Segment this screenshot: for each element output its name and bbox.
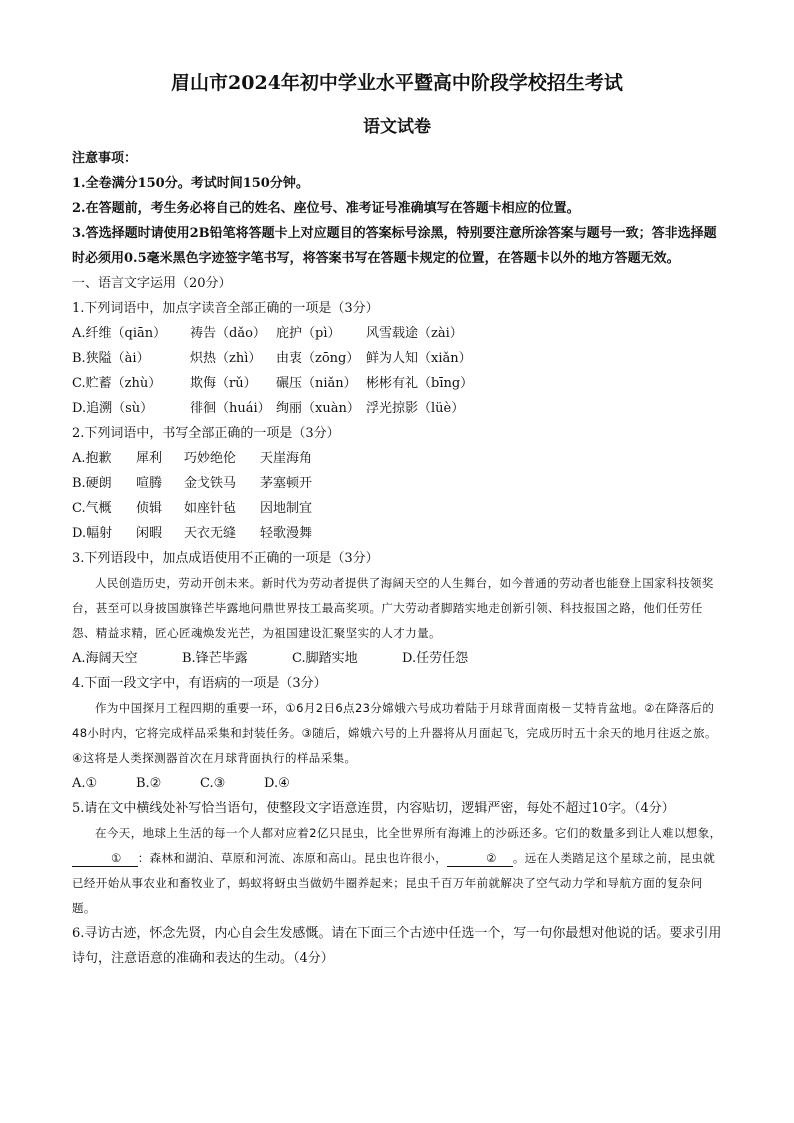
notice-heading: 注意事项：	[72, 151, 138, 166]
question-stem: 2.下列词语中，书写全部正确的一项是（3分）	[72, 426, 340, 441]
option-row	[72, 496, 722, 521]
option-word: 轻歌漫舞	[260, 526, 313, 541]
option-word: D.幅射	[72, 526, 113, 541]
question-stem: 6.寻访古迹，怀念先贤，内心自会生发感慨。请在下面三个古迹中任选一个，写一句你最想对他说的话。要求引用诗句，注意语意的准确和表达的生动。（4分）	[72, 926, 722, 966]
option-word: 欺侮（rǔ）	[190, 376, 257, 391]
option-word: 碾压（niǎn）	[276, 376, 357, 391]
option-row	[72, 346, 722, 371]
option-word: A.抱歉	[72, 451, 112, 466]
option-choice: D.④	[264, 776, 290, 791]
option-choice: B.锋芒毕露	[182, 651, 248, 666]
option-word: B.狭隘（ài）	[72, 351, 150, 366]
option-row	[72, 371, 722, 396]
question-5	[72, 796, 722, 921]
question-stem: 3.下列语段中，加点成语使用不正确的一项是（3分）	[72, 551, 379, 566]
option-word: 庇护（pì）	[276, 326, 341, 341]
option-choice: A.①	[72, 776, 98, 791]
option-word: 徘徊（huái）	[190, 401, 271, 416]
reading-passage: 人民创造历史，劳动开创未来。新时代为劳动者提供了海阔天空的人生舞台，如今普通的劳动者也能登上国家科技领奖台，甚至可以身披国旗锋芒毕露地问鼎世界技工最高奖项。广大劳动者脚踏实地走创新引领、科技报国之路，他们任劳任怨、精益求精，匠心匠魂焕发光芒，为祖国建设汇聚坚实的人才力量。	[72, 576, 714, 640]
option-word: 闲暇	[136, 526, 163, 541]
option-row	[72, 446, 722, 471]
notice-item: 3.答选择题时请使用2B铅笔将答题卡上对应题目的答案标号涂黑，特别要注意所涂答案与题号一致；答非选择题时必须用0.5毫米黑色字迹签字笔书写，将答案书写在答题卡规定的位置，在答题卡以外的地方答题无效。	[72, 226, 717, 266]
option-word: 喧腾	[136, 476, 163, 491]
question-stem: 1.下列词语中，加点字读音全部正确的一项是（3分）	[72, 301, 379, 316]
option-word: 浮光掠影（lüè）	[366, 401, 465, 416]
option-row	[72, 646, 722, 671]
exam-subtitle: 语文试卷	[363, 117, 431, 137]
option-word: 茅塞顿开	[260, 476, 313, 491]
option-word: B.硬朗	[72, 476, 112, 491]
option-word: 犀利	[136, 451, 163, 466]
option-word: 绚丽（xuàn）	[276, 401, 360, 416]
option-word: 祷告（dǎo）	[190, 326, 266, 341]
passage-text: 在今天，地球上生活的每一个人都对应着2亿只昆虫，比全世界所有海滩上的沙砾还多。它们的数量多到让人难以想象，	[95, 826, 722, 840]
exam-title: 眉山市2024年初中学业水平暨高中阶段学校招生考试	[171, 72, 623, 94]
question-1	[72, 296, 722, 421]
fill-blank-2: ②	[447, 850, 513, 867]
option-choice: C.③	[200, 776, 226, 791]
option-row	[72, 771, 722, 796]
question-2	[72, 421, 722, 546]
option-word: 天崖海角	[260, 451, 313, 466]
option-word: 由衷（zōng）	[276, 351, 360, 366]
option-row	[72, 321, 722, 346]
option-word: 如座针毡	[184, 501, 237, 516]
question-stem: 4.下面一段文字中，有语病的一项是（3分）	[72, 676, 327, 691]
option-word: 金戈铁马	[184, 476, 237, 491]
passage-text: ：森林和湖泊、草原和河流、冻原和高山。昆虫也许很小，	[137, 851, 448, 865]
option-row	[72, 471, 722, 496]
option-word: 风雪载途（zài）	[366, 326, 463, 341]
option-choice: D.任劳任怨	[402, 651, 469, 666]
option-word: 巧妙绝伦	[184, 451, 237, 466]
option-word: 鲜为人知（xiǎn）	[366, 351, 472, 366]
reading-passage	[72, 821, 722, 921]
option-word: C.气概	[72, 501, 112, 516]
option-row	[72, 521, 722, 546]
option-word: 侦辑	[136, 501, 163, 516]
option-word: D.追溯（sù）	[72, 401, 154, 416]
option-word: C.贮蓄（zhù）	[72, 376, 162, 391]
option-word: 炽热（zhì）	[190, 351, 262, 366]
notice-item: 2.在答题前，考生务必将自己的姓名、座位号、准考证号准确填写在答题卡相应的位置。	[72, 201, 580, 216]
question-4	[72, 671, 722, 796]
notice-block	[72, 146, 722, 271]
option-word: 因地制宜	[260, 501, 313, 516]
question-6	[72, 921, 722, 971]
option-word: 天衣无缝	[184, 526, 237, 541]
passage-text: 。远在人类踏足这个星球之前，昆虫就已经开始从事农业和畜牧业了，蚂蚁将蚜虫当做奶牛圈养起来；昆虫千百万年前就解决了空气动力学和导航方面的复杂问题。	[72, 851, 716, 915]
option-choice: C.脚踏实地	[292, 651, 358, 666]
option-word: A.纤维（qiān）	[72, 326, 167, 341]
option-choice: A.海阔天空	[72, 651, 138, 666]
fill-blank-1: ①	[72, 850, 138, 867]
notice-item: 1.全卷满分150分。考试时间150分钟。	[72, 176, 309, 191]
reading-passage: 作为中国探月工程四期的重要一环，①6月2日6点23分嫦娥六号成功着陆于月球背面南极－艾特肯盆地。②在降落后的48小时内，它将完成样品采集和封装任务。③随后，嫦娥六号的上升器将从月面起飞，完成历时五十余天的地月往返之旅。④这将是人类探测器首次在月球背面执行的样品采集。	[72, 701, 717, 765]
section-heading: 一、语言文字运用（20分）	[72, 276, 232, 291]
question-3	[72, 546, 722, 671]
exam-page	[72, 68, 722, 971]
option-row	[72, 396, 722, 421]
question-stem: 5.请在文中横线处补写恰当语句，使整段文字语意连贯，内容贴切，逻辑严密，每处不超过10字。（4分）	[72, 801, 675, 816]
option-word: 彬彬有礼（bīng）	[366, 376, 474, 391]
option-choice: B.②	[136, 776, 162, 791]
